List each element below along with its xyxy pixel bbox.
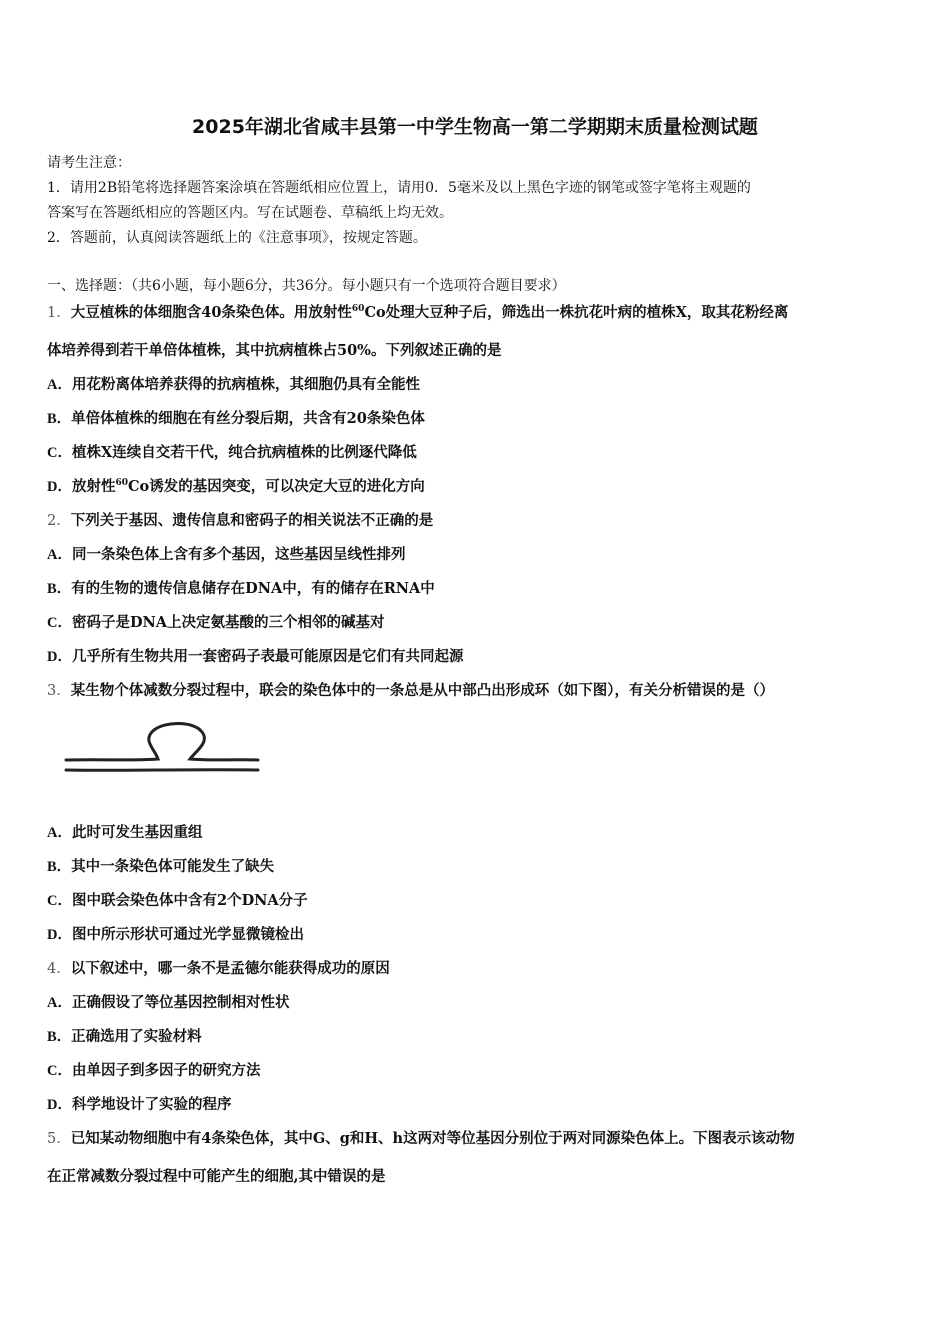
question-number: 3． <box>47 683 71 699</box>
chromosome-upper-line <box>66 723 258 760</box>
question-4-option-d[interactable]: D．科学地设计了实验的程序 <box>47 1096 232 1113</box>
question-number: 5． <box>47 1131 71 1147</box>
question-1-option-d[interactable]: D．放射性$^{60}$Co诱发的基因突变，可以决定大豆的进化方向 <box>47 478 425 495</box>
question-3-option-d[interactable]: D．图中所示形状可通过光学显微镜检出 <box>47 926 304 943</box>
question-5-stem: 5．已知某动物细胞中有4条染色体，其中G、g和H、h这两对等位基因分别位于两对同源染色体上。下图表示该动物 <box>47 1130 795 1147</box>
question-number: 1． <box>47 305 71 321</box>
question-1-option-a[interactable]: A．用花粉离体培养获得的抗病植株，其细胞仍具有全能性 <box>47 376 420 393</box>
question-2-stem: 2．下列关于基因、遗传信息和密码子的相关说法不正确的是 <box>47 512 434 529</box>
question-3-option-a[interactable]: A．此时可发生基因重组 <box>47 824 203 841</box>
question-1-option-c[interactable]: C．植株X连续自交若干代，纯合抗病植株的比例逐代降低 <box>47 444 417 461</box>
notice-item-2: 2．答题前，认真阅读答题纸上的《注意事项》，按规定答题。 <box>47 230 427 246</box>
question-1-stem: 1．大豆植株的体细胞含40条染色体。用放射性$^{60}$Co处理大豆种子后，筛选出一株抗花叶病的植株X，取其花粉经离 <box>47 304 789 321</box>
question-4-stem: 4．以下叙述中，哪一条不是孟德尔能获得成功的原因 <box>47 960 390 977</box>
question-3-stem: 3．某生物个体减数分裂过程中，联会的染色体中的一条总是从中部凸出形成环（如下图），有关分析错误的是（） <box>47 682 774 699</box>
question-4-option-b[interactable]: B．正确选用了实验材料 <box>47 1028 202 1045</box>
question-1-option-b[interactable]: B．单倍体植株的细胞在有丝分裂后期，共含有20条染色体 <box>47 410 425 427</box>
notice-heading: 请考生注意： <box>47 155 131 171</box>
question-3-option-c[interactable]: C．图中联会染色体中含有2个DNA分子 <box>47 892 308 909</box>
question-1-stem-line-2: 体培养得到若干单倍体植株，其中抗病植株占50%。下列叙述正确的是 <box>47 342 502 359</box>
question-5-stem-line-2: 在正常减数分裂过程中可能产生的细胞,其中错误的是 <box>47 1168 386 1185</box>
question-4-option-c[interactable]: C．由单因子到多因子的研究方法 <box>47 1062 261 1079</box>
page-title: 2025年湖北省咸丰县第一中学生物高一第二学期期末质量检测试题 <box>192 116 758 138</box>
question-2-option-c[interactable]: C．密码子是DNA上决定氨基酸的三个相邻的碱基对 <box>47 614 385 631</box>
notice-item-1-line-1: 1．请用2B铅笔将选择题答案涂填在答题纸相应位置上，请用0．5毫米及以上黑色字迹的钢笔或签字笔将主观题的 <box>47 180 751 196</box>
question-2-option-a[interactable]: A．同一条染色体上含有多个基因，这些基因呈线性排列 <box>47 546 406 563</box>
question-number: 4． <box>47 961 71 977</box>
chromosome-loop-figure <box>62 718 262 782</box>
question-2-option-d[interactable]: D．几乎所有生物共用一套密码子表最可能原因是它们有共同起源 <box>47 648 464 665</box>
question-4-option-a[interactable]: A．正确假设了等位基因控制相对性状 <box>47 994 290 1011</box>
notice-item-1-line-2: 答案写在答题纸相应的答题区内。写在试题卷、草稿纸上均无效。 <box>47 205 453 221</box>
question-2-option-b[interactable]: B．有的生物的遗传信息储存在DNA中，有的储存在RNA中 <box>47 580 435 597</box>
chromosome-lower-line <box>66 770 258 771</box>
question-3-option-b[interactable]: B．其中一条染色体可能发生了缺失 <box>47 858 275 875</box>
section-heading: 一、选择题：（共6小题，每小题6分，共36分。每小题只有一个选项符合题目要求） <box>47 278 566 294</box>
question-number: 2． <box>47 513 71 529</box>
